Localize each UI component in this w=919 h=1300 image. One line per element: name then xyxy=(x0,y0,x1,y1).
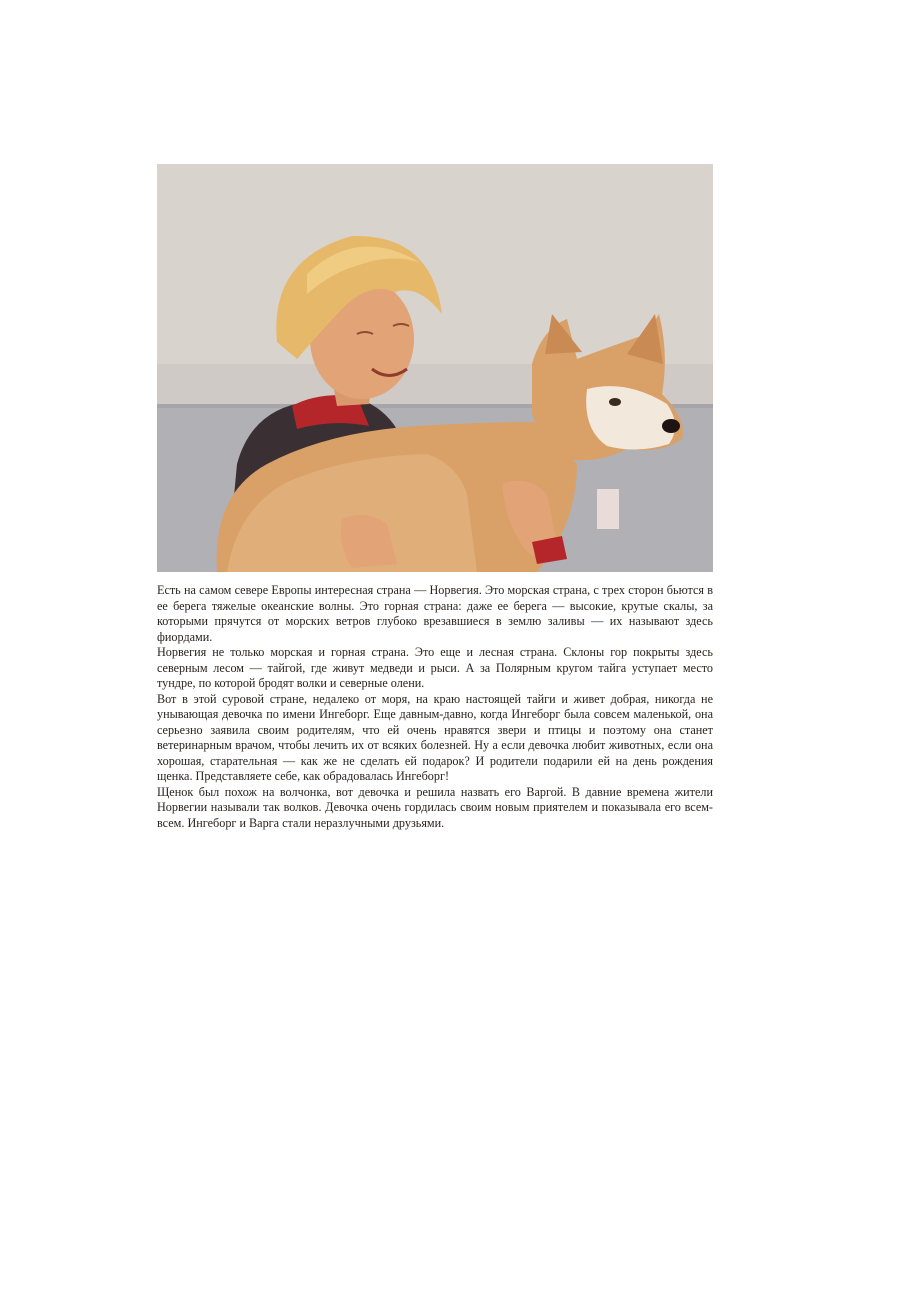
paragraph-norway-forests: Норвегия не только морская и горная страна. Это еще и лесная страна. Склоны гор покрыты здесь северным лесом — тайгой, где живут медведи и рыси. А за Полярным кругом тайга уступает место тундре, по которой бродят волки и северные олени. xyxy=(157,645,713,690)
paragraph-norway-intro: Есть на самом севере Европы интересная страна — Норвегия. Это морская страна, с трех сторон бьются в ее берега тяжелые океанские волны. Это горная страна: даже ее берега — высокие, крутые скалы, за которыми прячутся от морских ветров глубоко врезавшиеся в землю заливы — их называют здесь фиордами. xyxy=(157,583,713,644)
article-text xyxy=(157,583,713,831)
photo-illustration xyxy=(157,164,713,572)
paragraph-varga: Щенок был похож на волчонка, вот девочка и решила назвать его Варгой. В давние времена жители Норвегии называли так волков. Девочка очень гордилась своим новым приятелем и показывала его всем-всем. Ингеборг и Варга стали неразлучными друзьями. xyxy=(157,784,713,830)
paragraph-ingeborg: Вот в этой суровой стране, недалеко от моря, на краю настоящей тайги и живет добрая, никогда не унывающая девочка по имени Ингеборг. Еще давным-давно, когда Ингеборг была совсем маленькой, она серьезно заявила своим родителям, что ей очень нравятся звери и птицы и поэтому она станет ветеринарным врачом, чтобы лечить их от всяких болезней. Ну а если девочка любит животных, если она хорошая, старательная — как же не сделать ей подарок? И родители подарили ей на день рождения щенка. Представляете себе, как обрадовалась Ингеборг! xyxy=(157,691,713,783)
boy-with-puppy-photo xyxy=(157,164,713,572)
